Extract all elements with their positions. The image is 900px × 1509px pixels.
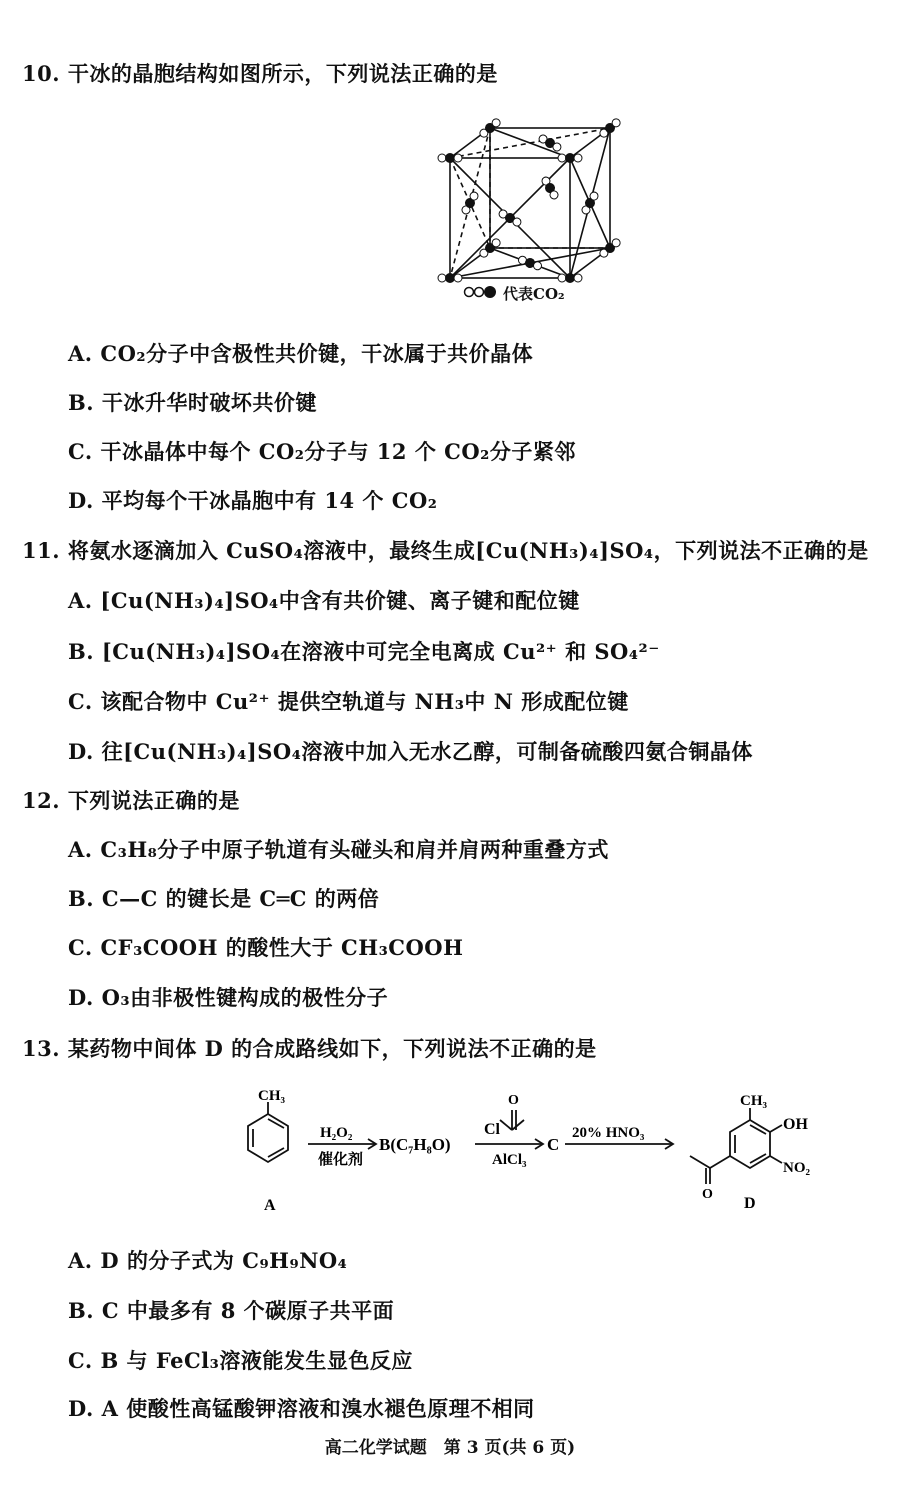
reagent1-bottom: 催化剂 (318, 1152, 364, 1168)
label-d: D (744, 1195, 756, 1212)
q13-option-a: A. D 的分子式为 C₉H₉NO₄ (68, 1248, 348, 1273)
page-footer: 高二化学试题 第 3 页(共 6 页) (324, 1438, 576, 1458)
benzene-ring-d (730, 1120, 770, 1168)
q13-option-b: B. C 中最多有 8 个碳原子共平面 (68, 1298, 395, 1323)
q13-synthesis-scheme (220, 1082, 840, 1222)
a-ch3-label: CH₃ (258, 1088, 285, 1104)
q13-option-d: D. A 使酸性高锰酸钾溶液和溴水褪色原理不相同 (68, 1396, 535, 1421)
q12-option-b: B. C—C 的键长是 C═C 的两倍 (68, 886, 380, 911)
benzene-ring-a (248, 1114, 288, 1162)
q12-option-a: A. C₃H₈分子中原子轨道有头碰头和肩并肩两种重叠方式 (68, 837, 609, 862)
q11-option-b: B. [Cu(NH₃)₄]SO₄在溶液中可完全电离成 Cu²⁺ 和 SO₄²⁻ (68, 639, 660, 664)
reagent1-top: H₂O₂ (320, 1125, 353, 1141)
d-oh-label: OH (783, 1116, 808, 1133)
d-carbonyl-o-label: O (702, 1187, 713, 1202)
reagent3-top: 20% HNO₃ (572, 1125, 645, 1141)
q10-figure-caption: 代表CO₂ (503, 285, 565, 303)
label-a: A (264, 1197, 276, 1214)
reagent2-top: Cl (484, 1121, 500, 1138)
dry-ice-unit-cell-figure (428, 118, 638, 288)
q13-option-c: C. B 与 FeCl₃溶液能发生显色反应 (68, 1348, 413, 1373)
q12-option-c: C. CF₃COOH 的酸性大于 CH₃COOH (68, 935, 464, 960)
reagent2-bottom: AlCl₃ (492, 1152, 527, 1168)
q12-stem: 12. 下列说法正确的是 (22, 788, 240, 813)
q10-option-d: D. 平均每个干冰晶胞中有 14 个 CO₂ (68, 488, 438, 513)
q11-option-c: C. 该配合物中 Cu²⁺ 提供空轨道与 NH₃中 N 形成配位键 (68, 689, 629, 714)
q11-option-a: A. [Cu(NH₃)₄]SO₄中含有共价键、离子键和配位键 (68, 588, 580, 613)
q10-option-b: B. 干冰升华时破坏共价键 (68, 390, 317, 415)
q10-option-a: A. CO₂分子中含极性共价键，干冰属于共价晶体 (68, 341, 534, 366)
intermediate-c: C (547, 1135, 560, 1154)
q12-option-d: D. O₃由非极性键构成的极性分子 (68, 985, 389, 1010)
q11-stem: 11. 将氨水逐滴加入 CuSO₄溶液中，最终生成[Cu(NH₃)₄]SO₄，下列说法不正确的是 (22, 538, 869, 563)
intermediate-b: B(C₇H₈O) (379, 1135, 451, 1154)
q10-stem: 10. 干冰的晶胞结构如图所示，下列说法正确的是 (22, 61, 498, 86)
d-no2-label: NO₂ (783, 1160, 810, 1176)
q10-option-c: C. 干冰晶体中每个 CO₂分子与 12 个 CO₂分子紧邻 (68, 439, 576, 464)
q13-stem: 13. 某药物中间体 D 的合成路线如下，下列说法不正确的是 (22, 1036, 597, 1061)
q11-option-d: D. 往[Cu(NH₃)₄]SO₄溶液中加入无水乙醇，可制备硫酸四氨合铜晶体 (68, 739, 753, 764)
d-ch3-label: CH₃ (740, 1093, 767, 1109)
acyl-o-label: O (508, 1093, 519, 1108)
co2-legend-icon (463, 284, 499, 300)
